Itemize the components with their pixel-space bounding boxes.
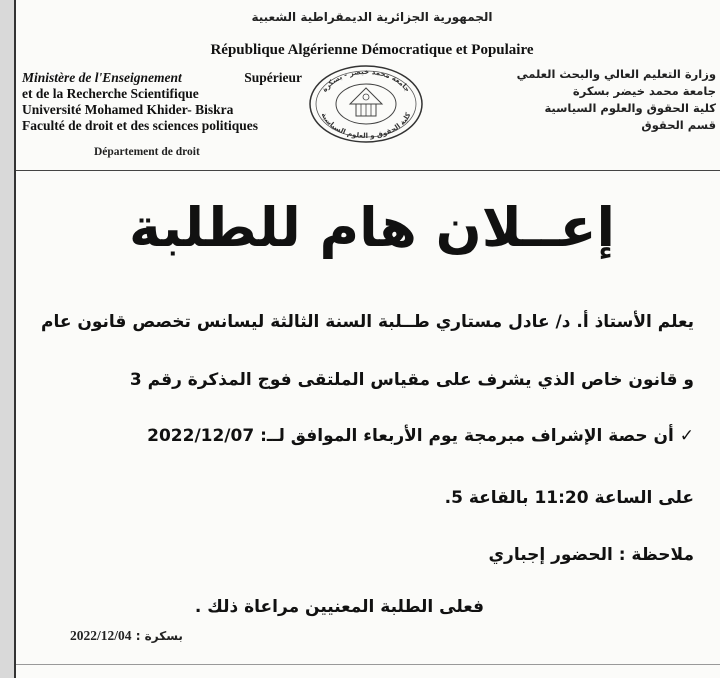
header-divider [16, 170, 720, 171]
closing-line: فعلى الطلبة المعنيين مراعاة ذلك . [194, 597, 484, 617]
university-name-arabic: جامعة محمد خيضر بسكرة [572, 84, 716, 98]
republic-name-french: République Algérienne Démocratique et Populaire [210, 42, 534, 58]
ministry-line [22, 70, 302, 86]
institution-block-french [22, 70, 302, 134]
note-line: ملاحظة : الحضور إجباري [488, 545, 694, 565]
ministry-label: Ministère de l'Enseignement [22, 70, 182, 85]
svg-text:جامعة محمد خيضر - بسكرة [320, 68, 411, 94]
document-date: 2022/12/04 [70, 628, 132, 643]
schedule-text: أن حصة الإشراف مبرمجة يوم الأربعاء الموافق لــ: 2022/12/07 [147, 426, 674, 446]
republic-name-arabic: الجمهورية الجزائرية الديمقراطية الشعبية [251, 10, 493, 24]
announcement-line-1: يعلم الأستاذ أ. د/ عادل مستاري طــلبة السنة الثالثة ليسانس تخصص قانون عام [41, 312, 694, 332]
department-name-arabic: قسم الحقوق [641, 118, 716, 132]
university-seal-logo [306, 60, 426, 144]
faculty-name-french: Faculté de droit et des sciences politiques [22, 118, 258, 133]
research-line: et de la Recherche Scientifique [22, 86, 199, 101]
ministry-name-arabic: وزارة التعليم العالي والبحث العلمي [516, 67, 716, 81]
announcement-line-2: و قانون خاص الذي يشرف على مقياس الملتقى فوج المذكرة رقم 3 [129, 370, 694, 390]
seal-bottom-text: كلية الحقوق و العلوم السياسية [319, 111, 413, 141]
checkmark-icon: ✓ [679, 426, 694, 446]
footer-divider [16, 664, 720, 665]
announcement-line-4: على الساعة 11:20 بالقاعة 5. [444, 488, 694, 508]
place-and-date [70, 628, 183, 644]
ministry-label-rest: Supérieur [244, 70, 302, 85]
seal-top-text: جامعة محمد خيضر - بسكرة [320, 67, 412, 94]
university-name-french: Université Mohamed Khider- Biskra [22, 102, 234, 117]
institution-block-arabic [501, 66, 716, 134]
department-name-french: Département de droit [94, 146, 200, 158]
place-label: بسكرة : [135, 629, 183, 643]
document-page [14, 0, 720, 678]
faculty-name-arabic: كلية الحقوق والعلوم السياسية [544, 101, 716, 115]
announcement-title: إعــلان هام للطلبة [128, 196, 616, 259]
announcement-line-3 [147, 426, 694, 446]
